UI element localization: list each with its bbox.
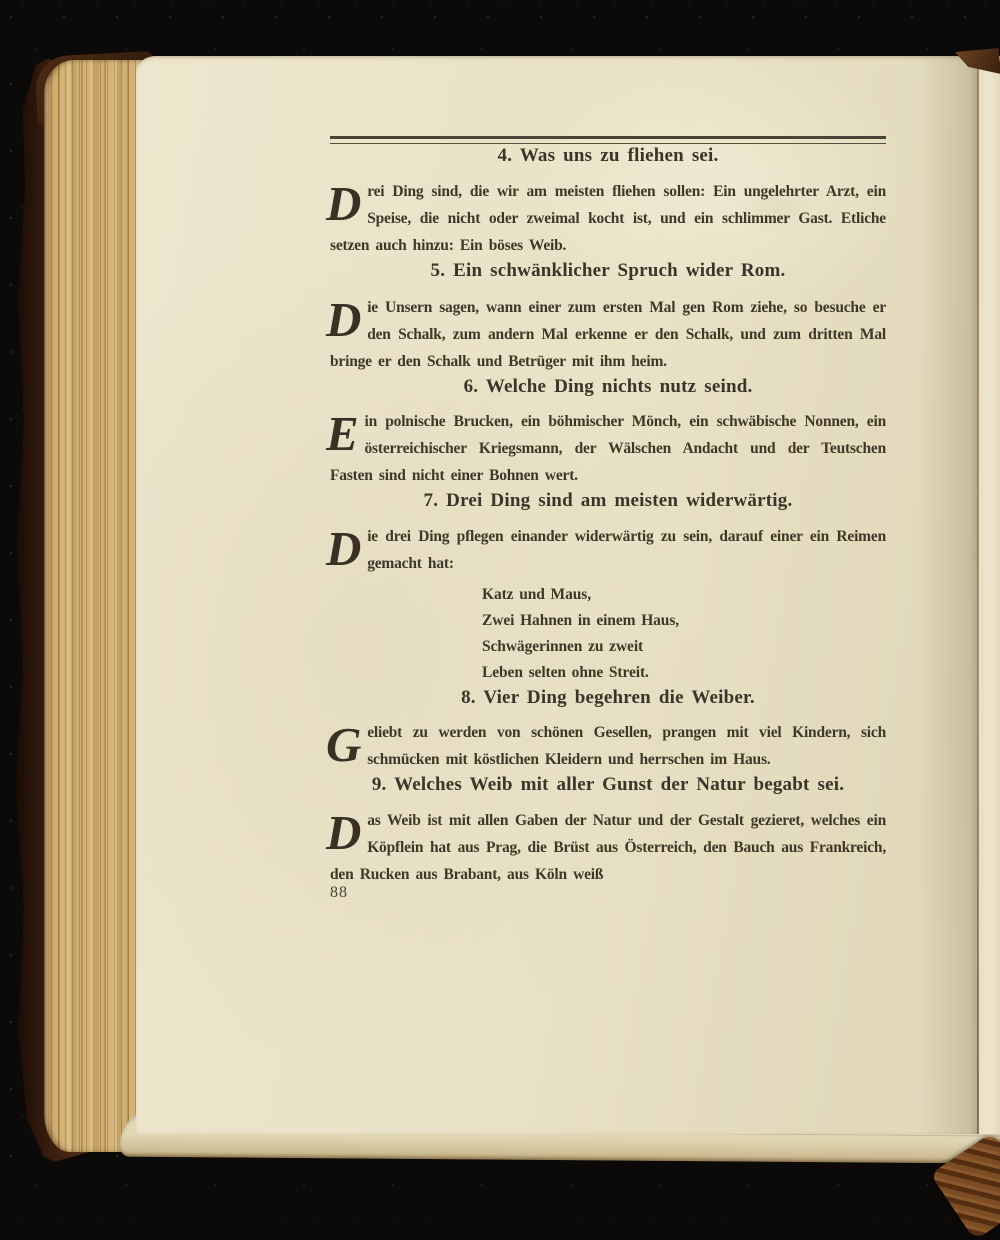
section-5-paragraph	[326, 292, 886, 375]
section-9-text: as Weib ist mit allen Gaben der Natur und der Gestalt gezieret, welches ein Köpflein hat aus Prag, die Brüst aus Österreich, den Bauch aus Frankreich, den Rucken aus Brabant, aus Köln weiß	[330, 812, 886, 883]
verse-line: Schwägerinnen zu zweit	[482, 638, 644, 655]
drop-cap-initial: G	[326, 717, 362, 772]
section-4-heading: 4. Was uns zu fliehen sei.	[497, 145, 719, 166]
page-text-block	[326, 136, 886, 902]
section-6-paragraph	[326, 406, 886, 489]
section-7-text: ie drei Ding pflegen einander widerwärtig zu sein, darauf einer ein Reimen gemacht hat:	[367, 528, 886, 572]
facing-page-sliver	[979, 56, 1000, 1134]
section-7-paragraph	[326, 521, 886, 577]
drop-cap-initial: D	[326, 521, 362, 576]
drop-cap-initial: D	[326, 805, 362, 860]
verse-line: Katz und Maus,	[482, 586, 591, 603]
section-6-text: in polnische Brucken, ein böhmischer Mönch, ein schwäbische Nonnen, ein österreichischer Kriegsmann, der Wälschen Andacht und der Teutschen Fasten sind nicht einer Bohnen wert.	[330, 413, 886, 484]
section-4-text: rei Ding sind, die wir am meisten fliehen sollen: Ein ungelehrter Arzt, ein Speise, die nicht oder zweimal kocht ist, und ein schlimmer Gast. Etliche setzen auch hinzu: Ein böses Weib.	[330, 183, 886, 254]
verse-line: Leben selten ohne Streit.	[482, 664, 649, 681]
section-8-heading: 8. Vier Ding begehren die Weiber.	[461, 687, 755, 708]
drop-cap-initial: E	[326, 406, 359, 461]
section-4-paragraph	[326, 176, 886, 259]
section-9-paragraph	[326, 805, 886, 888]
verse-line: Zwei Hahnen in einem Haus,	[482, 612, 680, 629]
section-7-heading: 7. Drei Ding sind am meisten widerwärtig.	[423, 490, 793, 511]
book-page	[136, 56, 1000, 1134]
gutter-shadow	[918, 56, 978, 1134]
section-5-heading: 5. Ein schwänklicher Spruch wider Rom.	[430, 260, 786, 281]
drop-cap-initial: D	[326, 176, 362, 231]
drop-cap-initial: D	[326, 292, 362, 347]
section-8-text: eliebt zu werden von schönen Gesellen, prangen mit viel Kindern, sich schmücken mit köstlichen Kleidern und herrschen im Haus.	[367, 724, 886, 768]
verse-block	[482, 582, 886, 686]
section-8-paragraph	[326, 717, 886, 773]
head-rule	[330, 136, 886, 144]
page-number: 88	[330, 884, 348, 901]
section-6-heading: 6. Welche Ding nichts nutz seind.	[463, 376, 753, 397]
section-9-heading: 9. Welches Weib mit aller Gunst der Natur begabt sei.	[371, 774, 845, 795]
section-5-text: ie Unsern sagen, wann einer zum ersten Mal gen Rom ziehe, so besuche er den Schalk, zum andern Mal erkenne er den Schalk, und zum dritten Mal bringe er den Schalk und Betrüger mit ihm heim.	[330, 299, 886, 370]
